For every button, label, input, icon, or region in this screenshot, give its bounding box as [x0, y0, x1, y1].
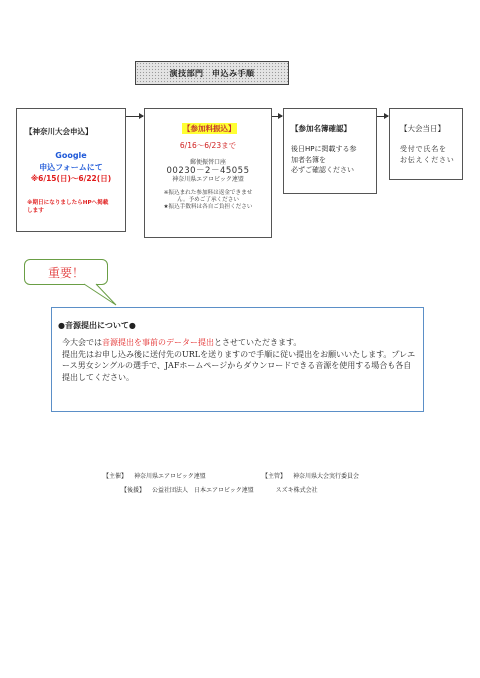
- bank-account: 00230－2－45055: [166, 166, 250, 176]
- step-entry-heading: 【神奈川大会申込】: [25, 127, 93, 136]
- support-label: 【後援】: [121, 487, 146, 494]
- entry-note-line1: ※期日になりましたらHPへ掲載: [27, 200, 109, 206]
- step-confirm-box: [283, 108, 377, 194]
- footer-sponsor: [103, 471, 206, 480]
- page-title-text: 演技部門 申込み手順: [169, 68, 255, 78]
- notice-heading: ●音源提出について●: [58, 321, 136, 330]
- important-callout: [24, 259, 108, 285]
- confirm-line2: 加者名簿を: [291, 155, 326, 164]
- organizer-label: 【主管】: [262, 473, 287, 480]
- arrow-icon: [377, 116, 388, 117]
- step-event-day-box: [389, 108, 463, 180]
- entry-note-line2: します: [27, 208, 44, 214]
- footer-organizer: [262, 471, 359, 480]
- payment-dates: 6/16～6/23まで: [179, 141, 237, 150]
- footer-support: [121, 485, 318, 494]
- callout-text: 重要！: [47, 265, 84, 280]
- notice-intro-after: とさせていただきます。: [214, 338, 302, 347]
- organizer-name: 神奈川県大会実行委員会: [292, 473, 359, 480]
- event-day-line2: お伝えください: [400, 156, 455, 164]
- bank-label: 郵便振替口座: [189, 159, 226, 166]
- support-name-2: スズキ株式会社: [275, 487, 318, 494]
- step-payment-heading: 【参加料振込】: [183, 124, 236, 133]
- step-entry-box: [16, 108, 126, 232]
- confirm-line3: 必ずご確認ください: [291, 166, 354, 174]
- account-name: 神奈川県エアロビック連盟: [172, 176, 244, 183]
- page-title: [135, 61, 289, 85]
- notice-body-text: 提出先はお申し込み後に送付先のURLを送りますので手順に従い提出をお願いいたします。プレエース男女シングルの選手で、JAFホームページからダウンロードできる音源を使用する場合も各自提出してください。: [62, 349, 416, 382]
- payment-note-line1: ※振込まれた参加料は返金できませ: [163, 190, 253, 196]
- step-payment-box: [144, 108, 272, 238]
- payment-note-line3: ★振込手数料は各自ご負担ください: [163, 204, 253, 210]
- google-label: Google: [55, 151, 87, 160]
- event-day-body: [400, 144, 455, 166]
- notice-intro-before: 今大会では: [62, 338, 102, 347]
- confirm-body: [291, 144, 357, 176]
- payment-note-line2: ん。予めご了承ください: [177, 197, 239, 203]
- entry-dates: ※6/15(日)～6/22(日): [30, 174, 112, 183]
- notice-intro: [62, 337, 417, 349]
- step-event-day-heading: 【大会当日】: [400, 124, 445, 133]
- arrow-icon: [272, 116, 282, 117]
- audio-submission-notice: [51, 307, 424, 412]
- confirm-line1: 後日HPに掲載する参: [291, 145, 357, 153]
- event-day-line1: 受付で氏名を: [400, 145, 447, 153]
- arrow-icon: [126, 116, 143, 117]
- entry-form-label: 申込フォームにて: [39, 163, 103, 172]
- notice-body: [62, 337, 417, 383]
- notice-intro-highlight: 音源提出を事前のデーター提出: [102, 338, 214, 347]
- callout-tail-icon: [82, 284, 118, 306]
- support-name-1: 公益社団法人 日本エアロビック連盟: [151, 487, 254, 494]
- step-confirm-heading: 【参加名簿確認】: [291, 124, 351, 133]
- sponsor-name: 神奈川県エアロビック連盟: [133, 473, 206, 480]
- sponsor-label: 【主催】: [103, 473, 128, 480]
